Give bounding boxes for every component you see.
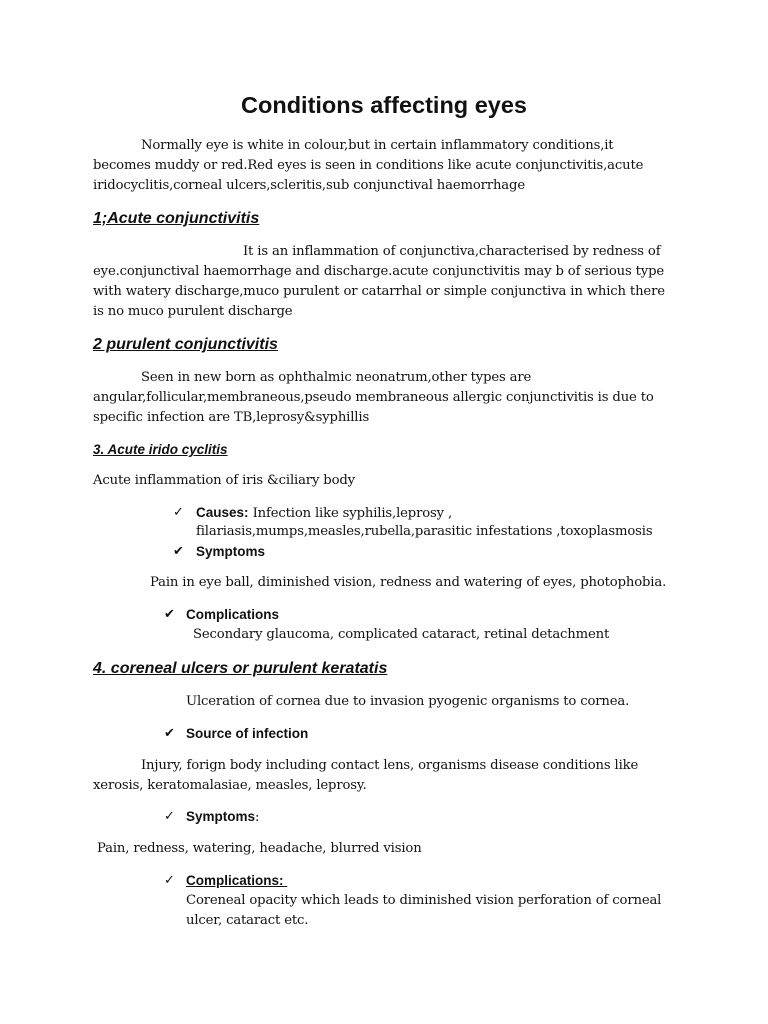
intro-line-1: Normally eye is white in colour,but in certain inflammatory conditions,it bbox=[141, 138, 614, 153]
section2-line-3: specific infection are TB,leprosy&syphillis bbox=[93, 410, 370, 425]
symptoms-label: Symptoms bbox=[196, 544, 266, 559]
checkmark-icon: ✓ bbox=[164, 873, 175, 888]
symptoms-text: Pain in eye ball, diminished vision, redness and watering of eyes, photophobia. bbox=[150, 575, 667, 590]
source-line-2: xerosis, keratomalasiae, measles, leprosy. bbox=[93, 778, 367, 793]
section1-line-1: It is an inflammation of conjunctiva,characterised by redness of bbox=[243, 244, 661, 259]
checkmark-icon: ✓ bbox=[173, 505, 184, 520]
complications-text: Secondary glaucoma, complicated cataract, retinal detachment bbox=[193, 627, 610, 642]
symptoms-item bbox=[186, 807, 259, 828]
section-heading-acute-irido-cyclitis: 3. Acute irido cyclitis bbox=[93, 442, 228, 457]
causes-line-2: filariasis,mumps,measles,rubella,parasitic infestations ,toxoplasmosis bbox=[196, 524, 653, 539]
section1-line-2: eye.conjunctival haemorrhage and discharge.acute conjunctivitis may b of serious type bbox=[93, 264, 665, 279]
complications-line-1: Coreneal opacity which leads to diminished vision perforation of corneal bbox=[186, 893, 662, 908]
source-line-1: Injury, forign body including contact lens, organisms disease conditions like bbox=[141, 758, 639, 773]
intro-line-2: becomes muddy or red.Red eyes is seen in conditions like acute conjunctivitis,acute bbox=[93, 158, 644, 173]
section-heading-corneal-ulcers: 4. coreneal ulcers or purulent keratatis bbox=[93, 660, 388, 677]
complications-label: Complications: bbox=[186, 873, 288, 888]
checkmark-icon: ✔ bbox=[164, 607, 175, 622]
symptoms-label: Symptoms bbox=[186, 809, 256, 824]
causes-text: Infection like syphilis,leprosy , bbox=[248, 506, 453, 521]
section3-description: Acute inflammation of iris &ciliary body bbox=[93, 473, 355, 488]
symptoms-text: Pain, redness, watering, headache, blurred vision bbox=[97, 841, 422, 856]
section4-description: Ulceration of cornea due to invasion pyogenic organisms to cornea. bbox=[186, 694, 630, 709]
section2-line-1: Seen in new born as ophthalmic neonatrum,other types are bbox=[141, 370, 532, 385]
causes-label: Causes: bbox=[196, 505, 249, 520]
source-label: Source of infection bbox=[186, 726, 309, 741]
checkmark-icon: ✔ bbox=[173, 544, 184, 559]
checkmark-icon: ✓ bbox=[164, 809, 175, 824]
section1-line-4: is no muco purulent discharge bbox=[93, 304, 293, 319]
page-title: Conditions affecting eyes bbox=[241, 92, 527, 118]
intro-line-3: iridocyclitis,corneal ulcers,scleritis,sub conjunctival haemorrhage bbox=[93, 178, 525, 193]
checkmark-icon: ✔ bbox=[164, 726, 175, 741]
section1-line-3: with watery discharge,muco purulent or catarrhal or simple conjunctiva in which there bbox=[93, 284, 665, 299]
section2-line-2: angular,follicular,membraneous,pseudo membraneous allergic conjunctivitis is due to bbox=[93, 390, 654, 405]
section-heading-acute-conjunctivitis: 1;Acute conjunctivitis bbox=[93, 210, 260, 227]
causes-item bbox=[196, 503, 452, 524]
symptoms-colon: : bbox=[255, 810, 260, 825]
section-heading-purulent-conjunctivitis: 2 purulent conjunctivitis bbox=[93, 336, 278, 353]
complications-line-2: ulcer, cataract etc. bbox=[186, 913, 309, 928]
complications-label: Complications bbox=[186, 607, 280, 622]
